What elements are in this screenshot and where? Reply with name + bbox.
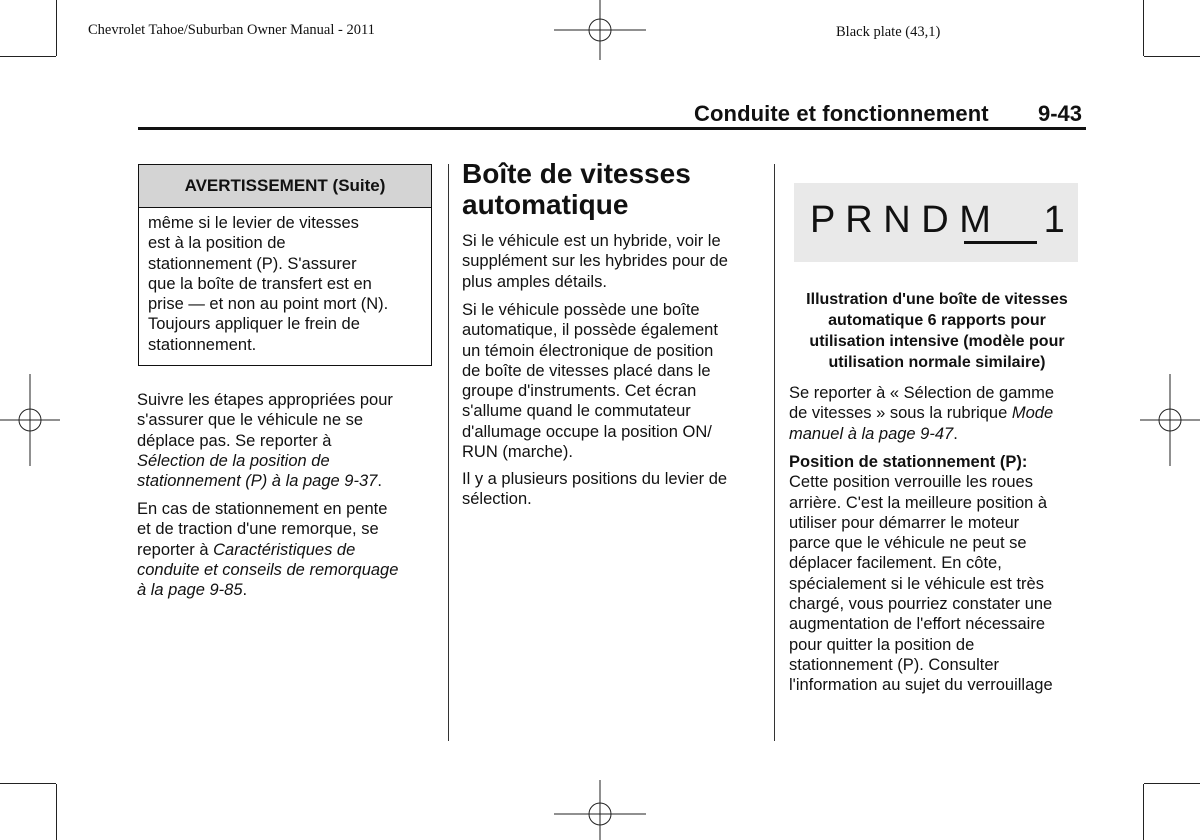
text-line: Cette position verrouille les roues — [789, 473, 1033, 492]
text-line: s'assurer que le véhicule ne se — [137, 411, 364, 430]
warning-body — [139, 208, 431, 355]
crop-mark — [1143, 0, 1144, 56]
text-line: et de traction d'une remorque, se — [137, 520, 379, 539]
column-divider — [448, 164, 449, 741]
paragraph-park-position — [789, 452, 1089, 696]
text-line: déplace pas. Se reporter à — [137, 431, 332, 450]
text-line: automatique, il possède également — [462, 321, 718, 340]
crop-mark — [0, 56, 56, 57]
illustration-caption — [789, 289, 1085, 373]
text-line: spécialement si le véhicule est très — [789, 574, 1044, 593]
chapter-heading — [462, 158, 691, 220]
text-line: En cas de stationnement en pente — [137, 500, 388, 518]
paragraph-hybrid — [462, 231, 764, 292]
page-number: 9-43 — [1038, 101, 1083, 126]
crop-mark — [0, 783, 56, 784]
text-line: Se reporter à « Sélection de gamme — [789, 384, 1055, 402]
heading-line: Boîte de vitesses — [462, 158, 691, 189]
park-label: Position de stationnement (P): — [789, 453, 1028, 471]
registration-mark-bottom — [554, 780, 646, 840]
text-fragment: de vitesses » sous la rubrique — [789, 404, 1012, 423]
crop-mark — [1143, 784, 1144, 840]
text-line: un témoin électronique de position — [462, 341, 714, 360]
text-line: augmentation de l'effort nécessaire — [789, 615, 1046, 634]
section-title: Conduite et fonctionnement — [694, 101, 989, 126]
crop-mark — [56, 0, 57, 56]
punctuation: . — [242, 581, 248, 600]
text-line: que la boîte de transfert est en — [148, 274, 372, 293]
text-line: parce que le véhicule ne peut se — [789, 534, 1027, 553]
text-line: Il y a plusieurs positions du levier de — [462, 470, 728, 488]
paragraph-positions — [462, 469, 764, 510]
gear-indicator-illustration — [794, 183, 1078, 262]
warning-heading: AVERTISSEMENT (Suite) — [139, 165, 431, 208]
paragraph-indicator — [462, 300, 764, 462]
crop-mark — [1144, 783, 1200, 784]
text-line: supplément sur les hybrides pour de — [462, 252, 728, 271]
text-line: stationnement (P). S'assurer — [148, 254, 357, 273]
plate-info-left: Chevrolet Tahoe/Suburban Owner Manual - 2011 — [88, 22, 375, 38]
text-line: de boîte de vitesses placé dans le — [462, 361, 711, 380]
text-line: stationnement. — [148, 335, 257, 354]
text-line: Toujours appliquer le frein de — [148, 315, 360, 334]
cross-reference-link[interactable]: Caractéristiques de — [213, 540, 356, 559]
text-line: l'information au sujet du verrouillage — [789, 676, 1053, 695]
header-rule — [138, 127, 1086, 130]
paragraph-slope-towing — [137, 499, 437, 600]
cross-reference-link[interactable]: conduite et conseils de remorquage — [137, 560, 399, 579]
plate-info-right: Black plate (43,1) — [836, 24, 941, 40]
text-line: Suivre les étapes appropriées pour — [137, 391, 393, 409]
crop-mark — [56, 784, 57, 840]
text-line: même si le levier de vitesses — [148, 214, 359, 232]
text-line: s'allume quand le commutateur — [462, 402, 691, 421]
column-divider — [774, 164, 775, 741]
punctuation: . — [377, 472, 382, 491]
caption-line: Illustration d'une boîte de vitesses — [806, 291, 1068, 308]
text-line: prise — et non au point mort (N). — [148, 295, 389, 314]
paragraph-secure-vehicle — [137, 390, 437, 491]
caption-line: utilisation intensive (modèle pour — [809, 333, 1065, 350]
text-line: stationnement (P). Consulter — [789, 655, 1000, 674]
text-line: utiliser pour démarrer le moteur — [789, 513, 1020, 532]
warning-box — [138, 164, 432, 366]
text-line: d'allumage occupe la position ON/ — [462, 422, 712, 441]
heading-line: automatique — [462, 189, 629, 220]
gear-indicator-underline — [964, 241, 1037, 244]
text-line: chargé, vous pourriez constater une — [789, 595, 1053, 614]
registration-mark-top — [554, 0, 646, 60]
cross-reference-link[interactable]: Sélection de la position de — [137, 451, 330, 470]
text-line: RUN (marche). — [462, 443, 573, 462]
text-line: est à la position de — [148, 234, 286, 253]
paragraph-manual-mode — [789, 383, 1089, 444]
text-line: Si le véhicule est un hybride, voir le — [462, 232, 721, 250]
text-line: pour quitter la position de — [789, 635, 975, 654]
cross-reference-link[interactable]: à la page 9-85 — [137, 581, 243, 600]
text-line: déplacer facilement. En côte, — [789, 554, 1002, 573]
text-line: sélection. — [462, 490, 532, 509]
registration-mark-right — [1140, 374, 1200, 466]
registration-mark-left — [0, 374, 60, 466]
text-line: arrière. C'est la meilleure position à — [789, 493, 1048, 512]
text-line: plus amples détails. — [462, 272, 607, 291]
cross-reference-link[interactable]: stationnement (P) à la page 9-37 — [137, 472, 378, 491]
punctuation: . — [953, 424, 958, 443]
text-line: Si le véhicule possède une boîte — [462, 301, 700, 319]
text-fragment: reporter à — [137, 540, 214, 559]
caption-line: automatique 6 rapports pour — [828, 312, 1046, 329]
caption-line: utilisation normale similaire) — [828, 354, 1046, 371]
cross-reference-link[interactable]: manuel à la page 9-47 — [789, 424, 954, 443]
gear-indicator-text: P R N D M 1 — [810, 199, 1065, 241]
cross-reference-link[interactable]: Mode — [1011, 404, 1054, 423]
text-line: groupe d'instruments. Cet écran — [462, 382, 697, 401]
crop-mark — [1144, 56, 1200, 57]
